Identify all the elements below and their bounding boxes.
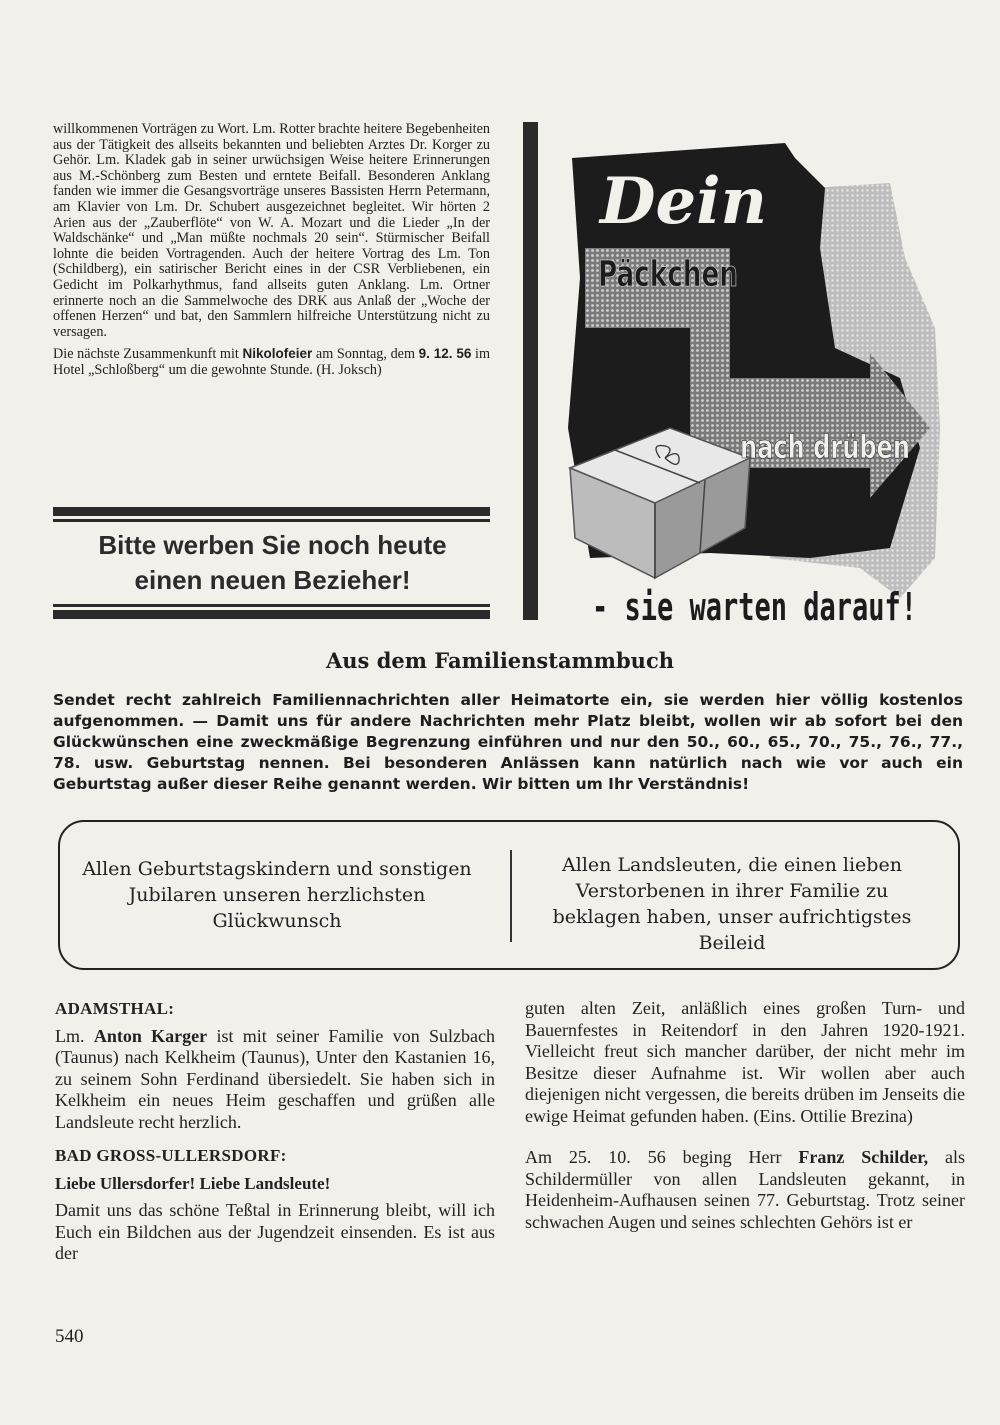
birthday-wishes: Allen Geburtstagskindern und sonstigen Jubilaren unseren herzlichsten Glückwunsch [82, 858, 472, 932]
notice-text: als Schildermüller von allen Landsleuten gekannt, in Heidenheim-Aufhausen seinen 77. Geburtstag. Trotz seiner schwachen Augen und seines schlechten Gehörs ist er [525, 1147, 965, 1232]
left-column [55, 998, 495, 1273]
parcel-ad-graphic [560, 128, 945, 628]
family-intro [53, 690, 963, 795]
photo-notice: guten alten Zeit, anläßlich eines großen Turn- und Bauernfestes in Reitendorf in den Jahren 1920-1921. Vielleicht freut sich mancher darüber, der nicht mehr im Besitze dieser Aufnahme ist. Wir wollen aber auch diejenigen nicht vergessen, die bereits drüben im Jenseits die ewige Heimat gefunden haben. (Eins. Ottilie Brezina) [525, 998, 965, 1126]
report-text: Die nächste Zusammenkunft mit [53, 346, 243, 363]
appeal-bar-top [53, 507, 490, 516]
subscriber-appeal [55, 528, 490, 598]
condolences: Allen Landsleuten, die einen lieben Verstorbenen in ihrer Familie zu beklagen haben, unser aufrichtigstes Beileid [552, 854, 912, 954]
subheading-greeting: Liebe Ullersdorfer! Liebe Landsleute! [55, 1173, 331, 1193]
report-date: 9. 12. 56 [418, 346, 472, 362]
report-text: am Sonntag, dem [312, 346, 419, 363]
notice-text: Am 25. 10. 56 beging Herr [525, 1147, 799, 1167]
notice-text: Lm. [55, 1025, 94, 1046]
greetings-divider [510, 850, 512, 942]
person-name: Franz Schilder, [798, 1147, 929, 1167]
appeal-line-1: Bitte werben Sie noch heute [98, 530, 447, 560]
intro-birthday-ages: 50., 60., 65., 70., 75., 76., 77., 78. [53, 733, 963, 772]
event-report [53, 122, 490, 385]
report-paragraph: willkommenen Vorträgen zu Wort. Lm. Rotter brachte heitere Begebenheiten aus der Tätigkeit des allseits bekannten und beliebten Arztes Dr. Korger zu Gehör. Lm. Kladek gab in seiner urwüchsigen Weise heitere Erinnerungen aus M.-Schönberg zum Besten und erntete Beifall. Besonderen Anklang fanden wie immer die Gesangsvorträge unseres Bassisten Herrn Petermann, am Klavier von Lm. Dr. Schubert ausgezeichnet begleitet. Wir hörten 2 Arien aus der „Zauberflöte“ von W. A. Mozart und die Lieder „In der Waldschänke“ und „Man müßte nochmals 20 sein“. Stürmischer Beifall lohnte die beiden Vortragenden. Auch der heitere Vortrag des Lm. Ton (Schildberg), ein satirischer Bericht eines in der CSR Verbliebenen, ein Gedicht im Polkarhythmus, fand allseits guten Anklang. Lm. Ortner erinnerte noch an die Sammelwoche des DRK aus Anlaß der „Woche der offenen Herzen“ und bat, den Sammlern hilfreiche Unterstützung nicht zu versagen. [53, 121, 490, 340]
report-text: im Hotel „Schloßberg“ um die gewohnte Stunde. (H. Joksch) [53, 346, 491, 378]
greetings-box [58, 820, 960, 970]
right-column [525, 998, 965, 1241]
ullersdorf-notice: Damit uns das schöne Teßtal in Erinnerung bleibt, will ich Euch ein Bildchen aus der Jugendzeit einsenden. Es ist aus der [55, 1200, 495, 1263]
adamsthal-notice [55, 1026, 495, 1134]
person-name: Anton Karger [93, 1025, 208, 1046]
appeal-bar-bottom-thin [53, 604, 490, 607]
parcel-advertisement [560, 128, 945, 628]
family-section-title: Aus dem Familienstammbuch [326, 648, 674, 673]
report-next-meeting [53, 346, 490, 378]
heading-adamsthal: ADAMSTHAL: [55, 999, 175, 1018]
ad-slogan: - sie warten darauf! [592, 585, 917, 628]
notice-text: ist mit seiner Familie von Sulzbach (Taunus) nach Kelkheim (Taunus), Unter den Kastanien 16, zu seinem Sohn Ferdinand übersiedelt. Sie haben sich in Kelkheim ein neues Heim geschaffen und grüßen alle Landsleute recht herzlich. [55, 1025, 496, 1132]
ad-word-paeckchen: Päckchen [598, 254, 738, 295]
report-event: Nikolofeier [242, 346, 313, 362]
appeal-bar-bottom [53, 610, 490, 619]
ad-word-dein: Dein [600, 164, 768, 239]
page-number: 540 [55, 1326, 84, 1347]
appeal-line-2: einen neuen Bezieher! [134, 565, 411, 595]
birthday-notice [525, 1147, 965, 1233]
intro-text: Sendet recht zahlreich Familiennachrichten aller Heimatorte ein, sie werden hier völlig kostenlos aufgenommen. — Damit uns für andere Nachrichten mehr Platz bleibt, wollen wir ab sofort bei den Glückwünschen eine zweckmäßige Begrenzung einführen und nur den [53, 691, 963, 751]
ad-word-nach-drueben: nach drüben [740, 428, 910, 466]
appeal-bar-top-thin [53, 519, 490, 522]
heading-bad-gross-ullersdorf: BAD GROSS-ULLERSDORF: [55, 1146, 287, 1165]
column-rule [523, 122, 538, 620]
intro-text: usw. Geburtstag nennen. Bei besonderen Anlässen kann natürlich nach wie vor auch ein Geburtstag außer dieser Reihe genannt werden. Wir bitten um Ihr Verständnis! [53, 754, 963, 793]
